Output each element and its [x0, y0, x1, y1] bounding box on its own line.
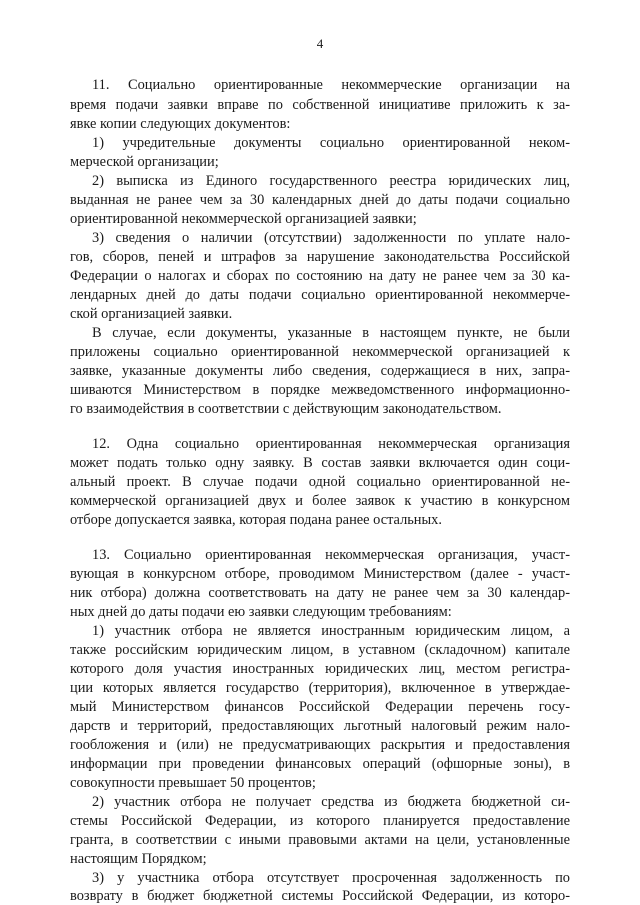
- text-line: 3) у участника отбора отсутствует просроченная задолженность по: [92, 871, 570, 886]
- text-line: 12. Одна социально ориентированная некоммерческая организация: [92, 437, 570, 452]
- text-line: гов, сборов, пеней и штрафов за нарушение законодательства Российской: [70, 250, 570, 265]
- text-line: возврату в бюджет бюджетной системы Российской Федерации, из которо-: [70, 889, 570, 904]
- text-line: 1) участник отбора не является иностранным юридическим лицом, а: [92, 624, 570, 639]
- text-line: шиваются Министерством в порядке межведомственного информационно-: [70, 383, 570, 398]
- text-line: ник отбора) должна соответствовать на дату не ранее чем за 30 календар-: [70, 586, 570, 601]
- text-line: которого доля участия иностранных юридических лиц, местом регистра-: [70, 662, 570, 677]
- text-line: 1) учредительные документы социально ориентированной неком-: [92, 136, 570, 151]
- text-line: явке копии следующих документов:: [70, 117, 291, 132]
- text-line: 3) сведения о наличии (отсутствии) задолженности по уплате нало-: [92, 231, 570, 246]
- text-line: го взаимодействия в соответствии с действующим законодательством.: [70, 402, 502, 417]
- text-line: гообложения и (или) не предусматривающих раскрытия и предоставления: [70, 738, 570, 753]
- text-line: заявке, указанные документы либо сведения, содержащиеся в них, запра-: [70, 364, 570, 379]
- text-line: В случае, если документы, указанные в настоящем пункте, не были: [92, 326, 570, 341]
- text-line: альный проект. В случае подачи одной социально ориентированной не-: [70, 475, 570, 490]
- text-line: совокупности превышает 50 процентов;: [70, 776, 316, 791]
- text-line: время подачи заявки вправе по собственной инициативе приложить к за-: [70, 98, 570, 113]
- text-line: вующая в конкурсном отборе, проводимом Министерством (далее - участ-: [70, 567, 570, 582]
- text-line: мый Министерством финансов Российской Федерации перечень госу-: [70, 700, 570, 715]
- text-line: выданная не ранее чем за 30 календарных дней до даты подачи социально: [70, 193, 570, 208]
- text-line: настоящим Порядком;: [70, 852, 207, 867]
- text-line: информации при проведении финансовых операций (офшорные зоны), в: [70, 757, 570, 772]
- text-line: приложены социально ориентированной некоммерческой организацией к: [70, 345, 570, 360]
- text-line: ской организацией заявки.: [70, 307, 233, 322]
- text-line: ции которых является государство (территория), включенное в утверждае-: [70, 681, 570, 696]
- text-line: мерческой организации;: [70, 155, 219, 170]
- text-line: также российским юридическим лицом, в уставном (складочном) капитале: [70, 643, 570, 658]
- text-line: лендарных дней до даты подачи социально ориентированной некоммерче-: [70, 288, 570, 303]
- text-line: отборе допускается заявка, которая подана ранее остальных.: [70, 513, 442, 528]
- text-line: 2) участник отбора не получает средства из бюджета бюджетной си-: [92, 795, 570, 810]
- text-line: коммерческой организацией двух и более заявок к участию в конкурсном: [70, 494, 570, 509]
- text-line: гранта, в соответствии с иными правовыми актами на цели, установленные: [70, 833, 570, 848]
- text-line: стемы Российской Федерации, из которого планируется предоставление: [70, 814, 570, 829]
- text-line: ных дней до даты подачи ею заявки следующим требованиям:: [70, 605, 452, 620]
- page-number: 4: [316, 36, 324, 51]
- text-line: 2) выписка из Единого государственного реестра юридических лиц,: [92, 174, 570, 189]
- text-line: дарств и территорий, предоставляющих льготный налоговый режим нало-: [70, 719, 570, 734]
- text-line: 13. Социально ориентированная некоммерческая организация, участ-: [92, 548, 570, 563]
- text-line: 11. Социально ориентированные некоммерческие организации на: [92, 78, 570, 93]
- text-line: может подать только одну заявку. В состав заявки включается один соци-: [70, 456, 570, 471]
- text-line: Федерации о налогах и сборах по состоянию на дату не ранее чем за 30 ка-: [70, 269, 570, 284]
- text-line: ориентированной некоммерческой организацией заявки;: [70, 212, 417, 227]
